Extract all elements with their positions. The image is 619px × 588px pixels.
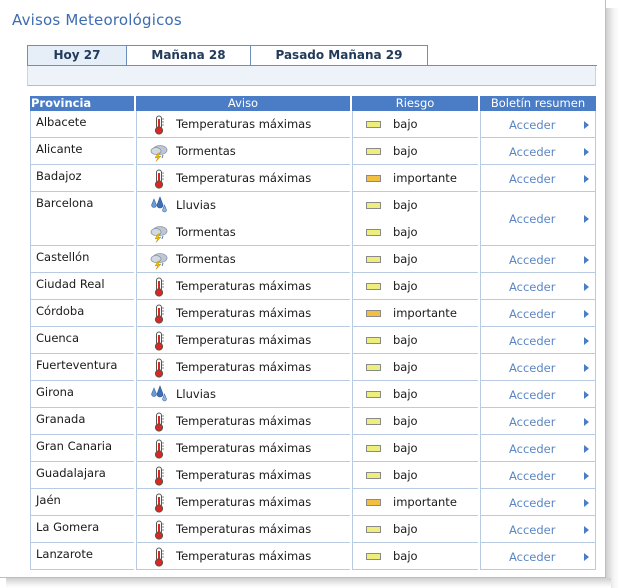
arrow-right-icon[interactable] — [584, 445, 589, 453]
aviso-text: Temperaturas máximas — [176, 333, 312, 347]
riesgo-text: bajo — [393, 549, 418, 563]
provincia-name: Fuerteventura — [36, 358, 118, 372]
riesgo-entry — [353, 354, 478, 381]
acceder-link[interactable]: Acceder — [509, 117, 556, 132]
aviso-entry — [137, 192, 350, 219]
riesgo-cell — [352, 435, 478, 462]
boletin-cell — [480, 138, 596, 165]
thermometer-icon — [149, 466, 169, 486]
provincia-name: La Gomera — [36, 520, 100, 534]
provincia-name: Alicante — [36, 142, 83, 156]
risk-level-swatch — [366, 391, 381, 398]
riesgo-text: bajo — [393, 441, 418, 455]
arrow-right-icon[interactable] — [584, 391, 589, 399]
acceder-link[interactable]: Acceder — [509, 171, 556, 186]
thermometer-icon — [149, 493, 169, 513]
riesgo-cell — [352, 489, 478, 516]
riesgo-entry — [353, 111, 478, 138]
provincia-cell — [30, 165, 134, 192]
aviso-entry — [137, 435, 350, 462]
acceder-link[interactable]: Acceder — [509, 212, 556, 226]
provincia-name: Guadalajara — [36, 466, 106, 480]
thermometer-icon — [149, 169, 169, 189]
boletin-cell — [480, 381, 596, 408]
aviso-entry — [137, 138, 350, 165]
table-row — [30, 111, 596, 138]
aviso-cell — [136, 327, 350, 354]
arrow-right-icon[interactable] — [584, 499, 589, 507]
aviso-text: Temperaturas máximas — [176, 306, 312, 320]
boletin-cell — [480, 111, 596, 138]
riesgo-text: bajo — [393, 144, 418, 158]
arrow-right-icon[interactable] — [584, 175, 589, 183]
table-row — [30, 543, 596, 570]
riesgo-text: bajo — [393, 198, 418, 212]
table-row — [30, 462, 596, 489]
acceder-link[interactable]: Acceder — [509, 414, 556, 429]
aviso-cell — [136, 111, 350, 138]
aviso-cell — [136, 246, 350, 273]
acceder-link[interactable]: Acceder — [509, 441, 556, 456]
risk-level-swatch — [366, 499, 381, 506]
riesgo-text: bajo — [393, 252, 418, 266]
aviso-cell — [136, 300, 350, 327]
riesgo-text: bajo — [393, 468, 418, 482]
aviso-text: Temperaturas máximas — [176, 522, 312, 536]
acceder-link[interactable]: Acceder — [509, 522, 556, 537]
thermometer-icon — [149, 277, 169, 297]
riesgo-cell — [352, 165, 478, 192]
provincia-cell — [30, 516, 134, 543]
page-title: Avisos Meteorológicos — [12, 11, 182, 29]
acceder-link[interactable]: Acceder — [509, 144, 556, 159]
riesgo-entry — [353, 273, 478, 300]
risk-level-swatch — [366, 337, 381, 344]
thermometer-icon — [149, 115, 169, 135]
provincia-cell — [30, 246, 134, 273]
aviso-entry — [137, 327, 350, 354]
aviso-cell — [136, 435, 350, 462]
thermometer-icon — [149, 439, 169, 459]
aviso-text: Lluvias — [176, 198, 216, 212]
aviso-text: Temperaturas máximas — [176, 468, 312, 482]
riesgo-cell — [352, 111, 478, 138]
table-row — [30, 273, 596, 300]
arrow-right-icon[interactable] — [584, 283, 589, 291]
risk-level-swatch — [366, 445, 381, 452]
riesgo-cell — [352, 543, 478, 570]
riesgo-cell — [352, 192, 478, 246]
risk-level-swatch — [366, 121, 381, 128]
riesgo-entry — [353, 192, 478, 219]
table-row — [30, 435, 596, 462]
provincia-name: Ciudad Real — [36, 277, 105, 291]
riesgo-cell — [352, 327, 478, 354]
riesgo-text: bajo — [393, 414, 418, 428]
boletin-cell — [480, 489, 596, 516]
window-shadow-right — [606, 8, 619, 588]
aviso-entry — [137, 219, 350, 246]
arrow-right-icon[interactable] — [584, 337, 589, 345]
provincia-cell — [30, 273, 134, 300]
riesgo-entry — [353, 489, 478, 516]
boletin-cell — [480, 543, 596, 570]
aviso-entry — [137, 489, 350, 516]
arrow-right-icon[interactable] — [584, 472, 589, 480]
provincia-cell — [30, 543, 134, 570]
provincia-cell — [30, 111, 134, 138]
provincia-name: Albacete — [36, 115, 87, 129]
aviso-cell — [136, 354, 350, 381]
aviso-text: Tormentas — [176, 252, 236, 266]
aviso-entry — [137, 408, 350, 435]
risk-level-swatch — [366, 283, 381, 290]
thermometer-icon — [149, 520, 169, 540]
aviso-cell — [136, 408, 350, 435]
provincia-name: Jaén — [36, 493, 61, 507]
riesgo-entry — [353, 408, 478, 435]
riesgo-cell — [352, 246, 478, 273]
riesgo-cell — [352, 138, 478, 165]
risk-level-swatch — [366, 310, 381, 317]
aviso-text: Temperaturas máximas — [176, 171, 312, 185]
riesgo-text: importante — [393, 306, 457, 320]
boletin-cell — [480, 408, 596, 435]
provincia-name: Granada — [36, 412, 86, 426]
riesgo-text: bajo — [393, 333, 418, 347]
risk-level-swatch — [366, 148, 381, 155]
boletin-cell — [480, 300, 596, 327]
rain-icon — [149, 196, 169, 216]
riesgo-entry — [353, 165, 478, 192]
riesgo-text: bajo — [393, 225, 418, 239]
boletin-cell — [480, 246, 596, 273]
riesgo-text: bajo — [393, 522, 418, 536]
aviso-text: Temperaturas máximas — [176, 441, 312, 455]
provincia-cell — [30, 462, 134, 489]
aviso-text: Temperaturas máximas — [176, 414, 312, 428]
boletin-cell — [480, 165, 596, 192]
thermometer-icon — [149, 412, 169, 432]
riesgo-entry — [353, 327, 478, 354]
tab-hoy[interactable]: Hoy 27 — [27, 45, 127, 66]
tab-subbar — [27, 66, 596, 86]
riesgo-text: importante — [393, 171, 457, 185]
aviso-text: Temperaturas máximas — [176, 117, 312, 131]
provincia-cell — [30, 138, 134, 165]
aviso-entry — [137, 381, 350, 408]
riesgo-entry — [353, 138, 478, 165]
thermometer-icon — [149, 547, 169, 567]
table-row — [30, 138, 596, 165]
aviso-text: Tormentas — [176, 225, 236, 239]
arrow-right-icon[interactable] — [584, 526, 589, 534]
riesgo-entry — [353, 516, 478, 543]
provincia-name: Castellón — [36, 250, 90, 264]
riesgo-cell — [352, 462, 478, 489]
aviso-entry — [137, 246, 350, 273]
arrow-right-icon[interactable] — [584, 148, 589, 156]
aviso-text: Lluvias — [176, 387, 216, 401]
provincia-name: Córdoba — [36, 304, 85, 318]
thermometer-icon — [149, 358, 169, 378]
aviso-cell — [136, 462, 350, 489]
aviso-cell — [136, 192, 350, 246]
aviso-entry — [137, 543, 350, 570]
aviso-entry — [137, 273, 350, 300]
acceder-link[interactable]: Acceder — [509, 279, 556, 294]
aviso-cell — [136, 381, 350, 408]
header-provincia: Provincia — [30, 96, 134, 111]
provincia-cell — [30, 354, 134, 381]
provincia-cell — [30, 192, 134, 246]
arrow-right-icon[interactable] — [584, 364, 589, 372]
thermometer-icon — [149, 304, 169, 324]
arrow-right-icon[interactable] — [584, 553, 589, 561]
table-row — [30, 381, 596, 408]
risk-level-swatch — [366, 526, 381, 533]
acceder-link[interactable]: Acceder — [509, 495, 556, 510]
aviso-text: Temperaturas máximas — [176, 279, 312, 293]
acceder-link[interactable]: Acceder — [509, 333, 556, 348]
riesgo-entry — [353, 381, 478, 408]
acceder-link[interactable]: Acceder — [509, 549, 556, 564]
storm-icon — [149, 223, 169, 243]
table-row — [30, 165, 596, 192]
risk-level-swatch — [366, 472, 381, 479]
provincia-name: Badajoz — [36, 169, 82, 183]
table-row — [30, 246, 596, 273]
boletin-cell — [480, 462, 596, 489]
risk-level-swatch — [366, 175, 381, 182]
acceder-link[interactable]: Acceder — [509, 387, 556, 402]
riesgo-entry — [353, 219, 478, 246]
acceder-link[interactable]: Acceder — [509, 468, 556, 483]
boletin-cell — [480, 435, 596, 462]
riesgo-cell — [352, 381, 478, 408]
table-row — [30, 300, 596, 327]
aviso-entry — [137, 300, 350, 327]
aviso-text: Temperaturas máximas — [176, 495, 312, 509]
aviso-entry — [137, 462, 350, 489]
risk-level-swatch — [366, 229, 381, 236]
header-boletin: Boletín resumen — [480, 96, 596, 111]
provincia-cell — [30, 300, 134, 327]
risk-level-swatch — [366, 553, 381, 560]
aviso-entry — [137, 165, 350, 192]
riesgo-entry — [353, 246, 478, 273]
risk-level-swatch — [366, 418, 381, 425]
storm-icon — [149, 142, 169, 162]
rain-icon — [149, 385, 169, 405]
header-aviso: Aviso — [136, 96, 350, 111]
riesgo-text: importante — [393, 495, 457, 509]
riesgo-entry — [353, 300, 478, 327]
boletin-cell — [480, 273, 596, 300]
riesgo-entry — [353, 543, 478, 570]
table-row — [30, 354, 596, 381]
provincia-cell — [30, 327, 134, 354]
provincia-cell — [30, 381, 134, 408]
riesgo-cell — [352, 354, 478, 381]
provincia-name: Barcelona — [36, 196, 94, 210]
boletin-cell — [480, 516, 596, 543]
table-row — [30, 327, 596, 354]
provincia-cell — [30, 489, 134, 516]
window-shadow-bottom — [6, 578, 611, 588]
provincia-name: Lanzarote — [36, 547, 93, 561]
provincia-name: Gran Canaria — [36, 439, 113, 453]
riesgo-cell — [352, 300, 478, 327]
boletin-cell — [480, 327, 596, 354]
arrow-right-icon[interactable] — [584, 121, 589, 129]
aviso-cell — [136, 516, 350, 543]
aviso-cell — [136, 489, 350, 516]
riesgo-text: bajo — [393, 360, 418, 374]
riesgo-text: bajo — [393, 387, 418, 401]
arrow-right-icon[interactable] — [584, 256, 589, 264]
risk-level-swatch — [366, 364, 381, 371]
table-row — [30, 192, 596, 246]
acceder-link[interactable]: Acceder — [509, 360, 556, 375]
header-riesgo: Riesgo — [352, 96, 478, 111]
boletin-cell — [480, 192, 596, 246]
riesgo-cell — [352, 273, 478, 300]
aviso-text: Temperaturas máximas — [176, 360, 312, 374]
tab-manana[interactable]: Mañana 28 — [126, 45, 251, 65]
risk-level-swatch — [366, 256, 381, 263]
provincia-cell — [30, 435, 134, 462]
table-row — [30, 408, 596, 435]
aviso-cell — [136, 165, 350, 192]
riesgo-text: bajo — [393, 117, 418, 131]
aviso-text: Temperaturas máximas — [176, 549, 312, 563]
riesgo-cell — [352, 516, 478, 543]
riesgo-entry — [353, 462, 478, 489]
aviso-entry — [137, 354, 350, 381]
aviso-text: Tormentas — [176, 144, 236, 158]
acceder-link[interactable]: Acceder — [509, 252, 556, 267]
arrow-right-icon[interactable] — [584, 418, 589, 426]
table-row — [30, 489, 596, 516]
arrow-right-icon[interactable] — [584, 215, 589, 223]
riesgo-cell — [352, 408, 478, 435]
tab-pasado-manana[interactable]: Pasado Mañana 29 — [250, 45, 428, 65]
aviso-cell — [136, 273, 350, 300]
boletin-cell — [480, 354, 596, 381]
risk-level-swatch — [366, 202, 381, 209]
arrow-right-icon[interactable] — [584, 310, 589, 318]
storm-icon — [149, 250, 169, 270]
riesgo-entry — [353, 435, 478, 462]
provincia-name: Girona — [36, 385, 74, 399]
aviso-cell — [136, 543, 350, 570]
aviso-cell — [136, 138, 350, 165]
riesgo-text: bajo — [393, 279, 418, 293]
table-row — [30, 516, 596, 543]
provincia-cell — [30, 408, 134, 435]
aviso-entry — [137, 111, 350, 138]
acceder-link[interactable]: Acceder — [509, 306, 556, 321]
aviso-entry — [137, 516, 350, 543]
thermometer-icon — [149, 331, 169, 351]
provincia-name: Cuenca — [36, 331, 80, 345]
